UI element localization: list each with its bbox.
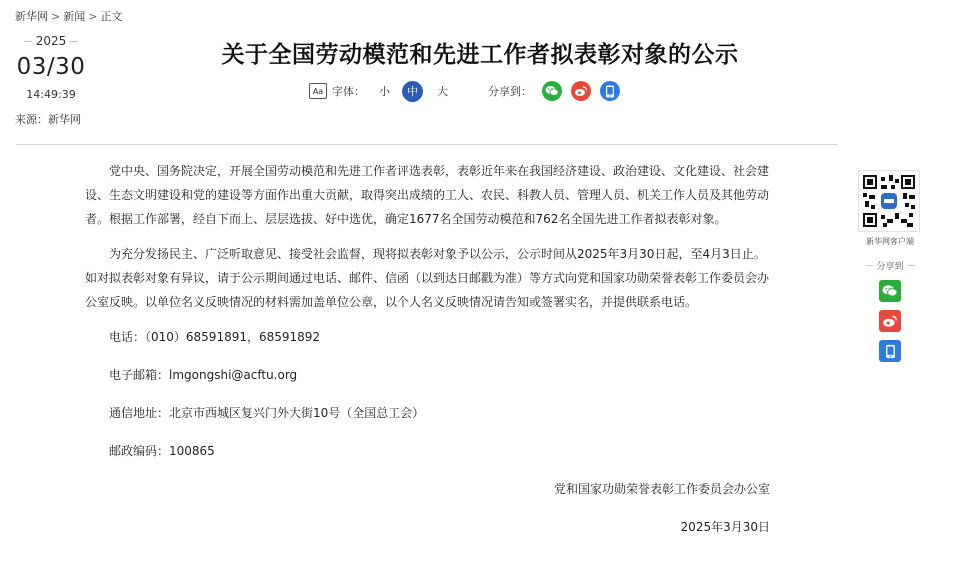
mobile-icon (885, 344, 896, 359)
article-signature: 党和国家功勋荣誉表彰工作委员会办公室 (553, 482, 770, 496)
mobile-icon (605, 85, 615, 98)
side-share-weibo-button[interactable] (879, 310, 901, 332)
side-share-wechat-button[interactable] (879, 280, 901, 302)
article-sign-date: 2025年3月30日 (680, 520, 770, 534)
publish-year-row (15, 34, 87, 48)
contact-address: 通信地址：北京市西城区复兴门外大街10号（全国总工会） (109, 406, 425, 420)
qr-caption: 新华网客户端 (866, 237, 914, 246)
share-mobile-button[interactable] (600, 81, 620, 101)
right-sidebar (858, 170, 922, 362)
article-title: 关于全国劳动模范和先进工作者拟表彰对象的公示 (221, 42, 739, 68)
article-body (85, 159, 775, 539)
share-wechat-button[interactable] (542, 81, 562, 101)
publish-date-block (15, 34, 87, 101)
breadcrumb (15, 8, 122, 24)
font-medium-button[interactable]: 中 (402, 81, 423, 102)
year-left-line (24, 41, 32, 42)
article-toolbar (309, 80, 629, 102)
font-small-button[interactable]: 小 (379, 85, 390, 98)
contact-email: 电子邮箱：lmgongshi@acftu.org (109, 368, 298, 382)
article-source: 来源：新华网 (15, 113, 81, 126)
publish-year: 2025 (35, 34, 67, 48)
app-qr-code[interactable] (858, 170, 920, 232)
contact-phone: 电话：（010）68591891，68591892 (109, 330, 321, 344)
qr-code-icon (863, 175, 915, 227)
share-label: 分享到： (488, 85, 532, 98)
wechat-icon (545, 85, 559, 97)
font-large-button[interactable]: 大 (437, 85, 448, 98)
breadcrumb-home-link[interactable]: 新华网 (15, 10, 48, 23)
font-label: 字体： (332, 85, 365, 98)
side-share-label: 分享到 (876, 262, 904, 272)
weibo-icon (574, 85, 588, 97)
breadcrumb-separator: > (51, 10, 61, 23)
weibo-icon (882, 314, 898, 328)
publish-month-day: 03/30 (16, 54, 86, 80)
year-right-line (70, 41, 78, 42)
side-share-label-row (858, 259, 922, 272)
header-divider (16, 144, 838, 145)
contact-postcode: 邮政编码：100865 (109, 444, 215, 458)
publish-time: 14:49:39 (26, 88, 76, 101)
side-share-left-line (865, 265, 873, 266)
breadcrumb-news-link[interactable]: 新闻 (63, 10, 86, 23)
breadcrumb-current: 正文 (100, 10, 123, 23)
article-paragraph: 党中央、国务院决定，开展全国劳动模范和先进工作者评选表彰，表彰近年来在我国经济建设、政治建设、文化建设、社会建设、生态文明建设和党的建设等方面作出重大贡献，取得突出成绩的工人、农民、科教人员、管理人员、机关工作人员及其他劳动者。根据工作部署，经自下而上、层层选拔、好中选优，确定1677名全国劳动模范和762名全国先进工作者拟表彰对象。 (85, 164, 770, 226)
article-paragraph: 为充分发扬民主、广泛听取意见、接受社会监督，现将拟表彰对象予以公示，公示时间从2025年3月30日起，至4月3日止。如对拟表彰对象有异议，请于公示期间通过电话、邮件、信函（以到达日邮戳为准）等方式向党和国家功勋荣誉表彰工作委员会办公室反映。以单位名义反映情况的材料需加盖单位公章，以个人名义反映情况请告知或签署实名，并提供联系电话。 (85, 247, 770, 309)
side-share-right-line (907, 265, 915, 266)
share-weibo-button[interactable] (571, 81, 591, 101)
breadcrumb-separator: > (88, 10, 98, 23)
wechat-icon (882, 284, 898, 298)
side-share-mobile-button[interactable] (879, 340, 901, 362)
font-size-icon: Aa (309, 83, 327, 99)
